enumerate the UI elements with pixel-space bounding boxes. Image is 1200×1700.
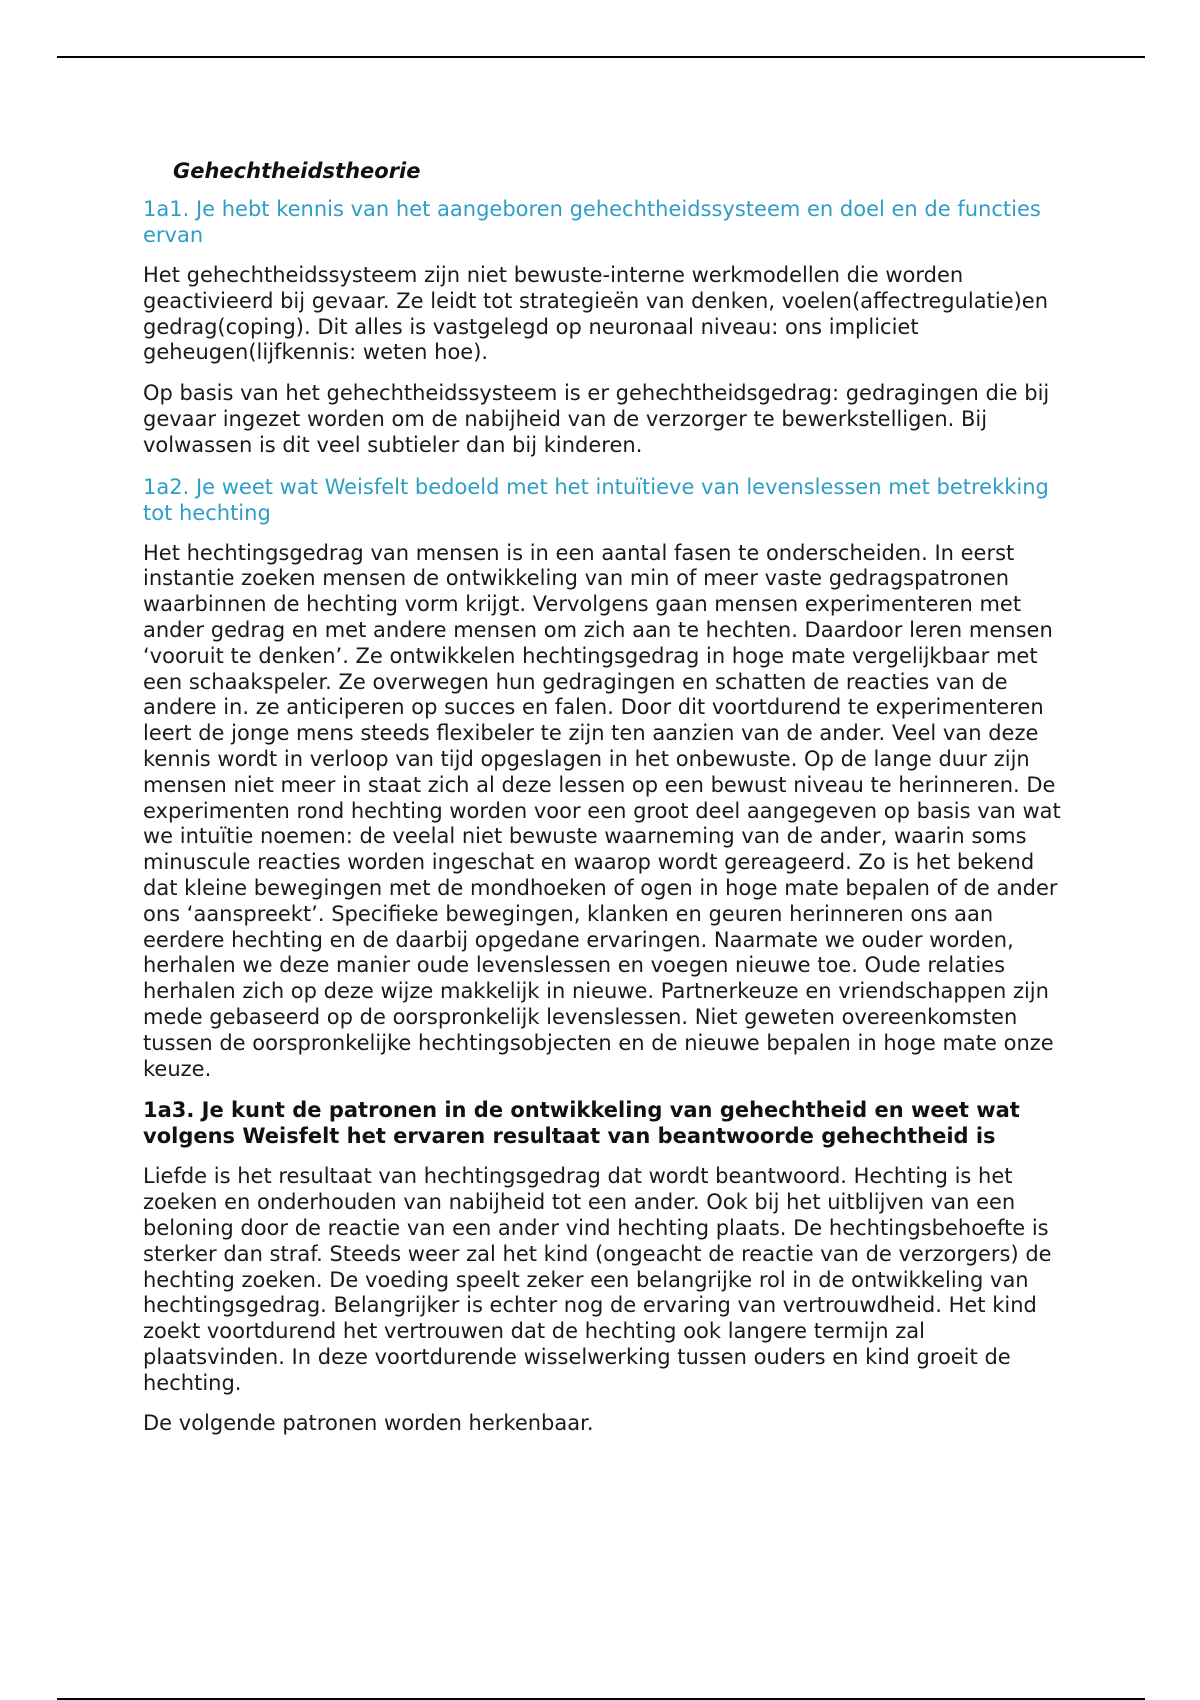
- page-top-rule: [57, 56, 1145, 58]
- document-title: Gehechtheidstheorie: [173, 159, 421, 183]
- section-heading-1a2: 1a2. Je weet wat Weisfelt bedoeld met het intuïtieve van levenslessen met betrekking tot hechting: [143, 474, 1049, 525]
- section-heading-1a3: 1a3. Je kunt de patronen in de ontwikkeling van gehechtheid en weet wat volgens Weisfelt het ervaren resultaat van beantwoorde gehechtheid is: [143, 1098, 1020, 1149]
- paragraph: Liefde is het resultaat van hechtingsgedrag dat wordt beantwoord. Hechting is het zoeken en onderhouden van nabijheid tot een ander. Ook bij het uitblijven van een beloning door de reactie van een ander vind hechting plaats. De hechtingsbehoefte is sterker dan straf. Steeds weer zal het kind (ongeacht de reactie van de verzorgers) de hechting zoeken. De voeding speelt zeker een belangrijke rol in de ontwikkeling van hechtingsgedrag. Belangrijker is echter nog de ervaring van vertrouwdheid. Het kind zoekt voortdurend het vertrouwen dat de hechting ook langere termijn zal plaatsvinden. In deze voortdurende wisselwerking tussen ouders en kind groeit de hechting.: [143, 1164, 1052, 1395]
- section-heading-1a1: 1a1. Je hebt kennis van het aangeboren gehechtheidssysteem en doel en de functies ervan: [143, 197, 1041, 247]
- document-body: [143, 158, 1063, 1452]
- paragraph: Het gehechtheidssysteem zijn niet bewuste-interne werkmodellen die worden geactivieerd bij gevaar. Ze leidt tot strategieën van denken, voelen(affectregulatie)en gedrag(coping). Dit alles is vastgelegd op neuronaal niveau: ons impliciet geheugen(lijfkennis: weten hoe).: [143, 263, 1049, 365]
- paragraph: De volgende patronen worden herkenbaar.: [143, 1411, 594, 1436]
- paragraph: Het hechtingsgedrag van mensen is in een aantal fasen te onderscheiden. In eerst instantie zoeken mensen de ontwikkeling van min of meer vaste gedragspatronen waarbinnen de hechting vorm krijgt. Vervolgens gaan mensen experimenteren met ander gedrag en met andere mensen om zich aan te hechten. Daardoor leren mensen ‘vooruit te denken’. Ze ontwikkelen hechtingsgedrag in hoge mate vergelijkbaar met een schaakspeler. Ze overwegen hun gedragingen en schatten de reacties van de andere in. ze anticiperen op succes en falen. Door dit voortdurend te experimenteren leert de jonge mens steeds flexibeler te zijn ten aanzien van de ander. Veel van deze kennis wordt in verloop van tijd opgeslagen in het onbewuste. Op de lange duur zijn mensen niet meer in staat zich al deze lessen op een bewust niveau te herinneren. De experimenten rond hechting worden voor een groot deel aangegeven op basis van wat we intuïtie noemen: de veelal niet bewuste waarneming van de ander, waarin soms minuscule reacties worden ingeschat en waarop wordt gereageerd. Zo is het bekend dat kleine bewegingen met de mondhoeken of ogen in hoge mate bepalen of de ander ons ‘aanspreekt’. Specifieke bewegingen, klanken en geuren herinneren ons aan eerdere hechting en de daarbij opgedane ervaringen. Naarmate we ouder worden, herhalen we deze manier oude levenslessen en voegen nieuwe toe. Oude relaties herhalen zich op deze wijze makkelijk in nieuwe. Partnerkeuze en vriendschappen zijn mede gebaseerd op de oorspronkelijk levenslessen. Niet geweten overeenkomsten tussen de oorspronkelijke hechtingsobjecten en de nieuwe bepalen in hoge mate onze keuze.: [143, 540, 1061, 1081]
- paragraph: Op basis van het gehechtheidssysteem is er gehechtheidsgedrag: gedragingen die bij gevaar ingezet worden om de nabijheid van de verzorger te bewerkstelligen. Bij volwassen is dit veel subtieler dan bij kinderen.: [143, 381, 1050, 457]
